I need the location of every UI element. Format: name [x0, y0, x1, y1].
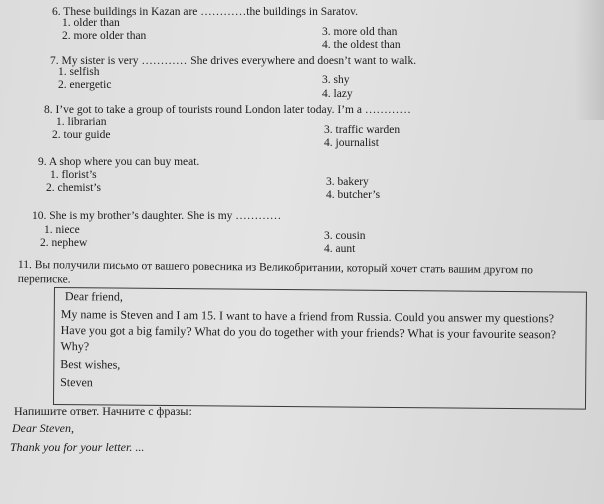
paper-shadow	[574, 0, 604, 120]
question-7-stem: 7. My sister is very ………… She drives everywhere and doesn’t want to walk.	[50, 55, 417, 67]
question-8-option-1: 1. librarian	[56, 116, 107, 128]
question-10-option-2: 2. nephew	[40, 237, 88, 249]
letter-box	[53, 287, 587, 410]
question-10	[32, 210, 281, 222]
question-9-option-4: 4. butcher’s	[326, 189, 381, 201]
question-10-option-3: 3. cousin	[324, 230, 366, 242]
question-10-stem: 10. She is my brother’s daughter. She is my …………	[32, 210, 282, 222]
question-9-option-3: 3. bakery	[326, 176, 369, 188]
question-10-option-1: 1. niece	[44, 224, 80, 236]
question-6-option-4: 4. the oldest than	[322, 39, 401, 51]
question-6-option-3: 3. more old than	[322, 26, 398, 38]
question-7-option-3: 3. shy	[322, 74, 350, 86]
letter-greeting: Dear friend,	[64, 289, 123, 304]
question-9-option-2: 2. chemist’s	[46, 182, 101, 194]
question-8-option-2: 2. tour guide	[52, 129, 111, 141]
letter-body: My name is Steven and I am 15. I want to have a friend from Russia. Could you answer my questions? Have you got a big family? What do you do together with your friends? What is your favourite season? Why?	[60, 307, 557, 354]
question-8	[44, 104, 411, 116]
question-8-option-3: 3. traffic warden	[324, 124, 401, 136]
task-11-instruction: 11. Вы получили письмо от вашего ровесника из Великобритании, который хочет стать вашим другом по переписке.	[17, 258, 534, 286]
question-6-stem: 6. These buildings in Kazan are …………the buildings in Saratov.	[52, 6, 358, 18]
question-7-option-4: 4. lazy	[322, 88, 353, 100]
question-6-option-2: 2. more older than	[62, 30, 147, 42]
answer-start-line-1: Dear Steven,	[12, 421, 74, 435]
question-9-option-1: 1. florist’s	[50, 169, 97, 181]
answer-start-line-2: Thank you for your letter. ...	[10, 440, 145, 454]
question-7-option-1: 1. selfish	[58, 66, 100, 78]
question-8-stem: 8. I’ve got to take a group of tourists round London later today. I’m a …………	[44, 104, 411, 116]
letter-closing: Best wishes,	[60, 357, 121, 372]
question-10-option-4: 4. aunt	[324, 243, 356, 255]
question-9	[38, 156, 199, 168]
question-6-option-1: 1. older than	[62, 17, 120, 29]
question-7-option-2: 2. energetic	[58, 79, 112, 91]
question-7	[50, 55, 416, 67]
question-8-option-4: 4. journalist	[324, 137, 379, 149]
question-9-stem: 9. A shop where you can buy meat.	[38, 156, 200, 168]
answer-instruction: Напишите ответ. Начните с фразы:	[14, 404, 192, 418]
letter-signature: Steven	[60, 375, 93, 390]
